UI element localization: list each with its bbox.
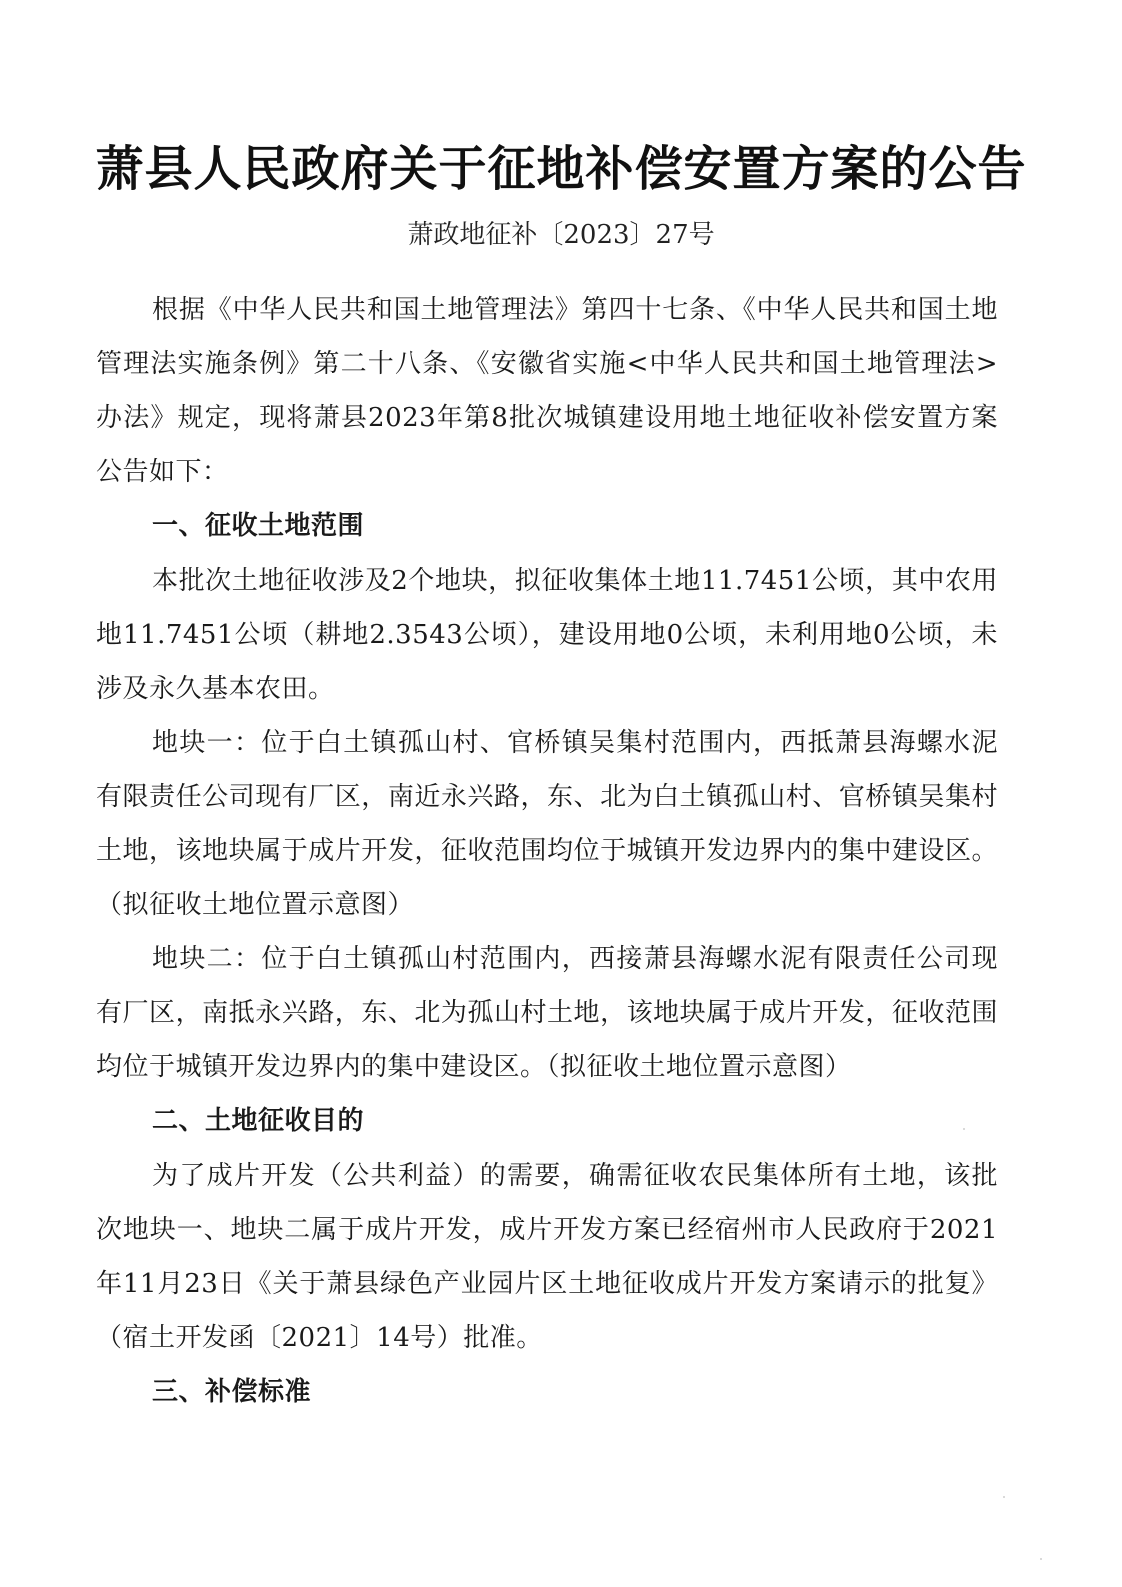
scan-speck (1040, 1558, 1042, 1560)
paragraph-purpose: 为了成片开发（公共利益）的需要，确需征收农民集体所有土地，该批次地块一、地块二属于成片开发，成片开发方案已经宿州市人民政府于2021年11月23日《关于萧县绿色产业园片区土地征收成片开发方案请示的批复》（宿土开发函〔2021〕14号）批准。 (96, 1161, 998, 1353)
document-number: 萧政地征补〔2023〕27号 (407, 220, 715, 250)
paragraph-parcel-one: 地块一：位于白土镇孤山村、官桥镇吴集村范围内，西抵萧县海螺水泥有限责任公司现有厂区，南近永兴路，东、北为白土镇孤山村、官桥镇吴集村土地，该地块属于成片开发，征收范围均位于城镇开发边界内的集中建设区。（拟征收土地位置示意图） (96, 728, 998, 920)
document-title: 萧县人民政府关于征地补偿安置方案的公告 (95, 141, 1027, 197)
scan-speck (1003, 1496, 1005, 1498)
section-heading-land-scope: 一、征收土地范围 (152, 511, 365, 541)
paragraph-land-summary: 本批次土地征收涉及2个地块，拟征收集体土地11.7451公顷，其中农用地11.7451公顷（耕地2.3543公顷），建设用地0公顷，未利用地0公顷，未涉及永久基本农田。 (96, 566, 998, 704)
paragraph-parcel-two: 地块二：位于白土镇孤山村范围内，西接萧县海螺水泥有限责任公司现有厂区，南抵永兴路，东、北为孤山村土地，该地块属于成片开发，征收范围均位于城镇开发边界内的集中建设区。（拟征收土地位置示意图） (96, 944, 998, 1082)
section-heading-purpose: 二、土地征收目的 (152, 1106, 365, 1136)
document-body (96, 283, 998, 1420)
intro-paragraph: 根据《中华人民共和国土地管理法》第四十七条、《中华人民共和国土地管理法实施条例》第二十八条、《安徽省实施<中华人民共和国土地管理法>办法》规定，现将萧县2023年第8批次城镇建设用地土地征收补偿安置方案公告如下： (96, 295, 998, 487)
scan-speck (963, 1128, 965, 1130)
section-heading-compensation: 三、补偿标准 (152, 1377, 312, 1407)
